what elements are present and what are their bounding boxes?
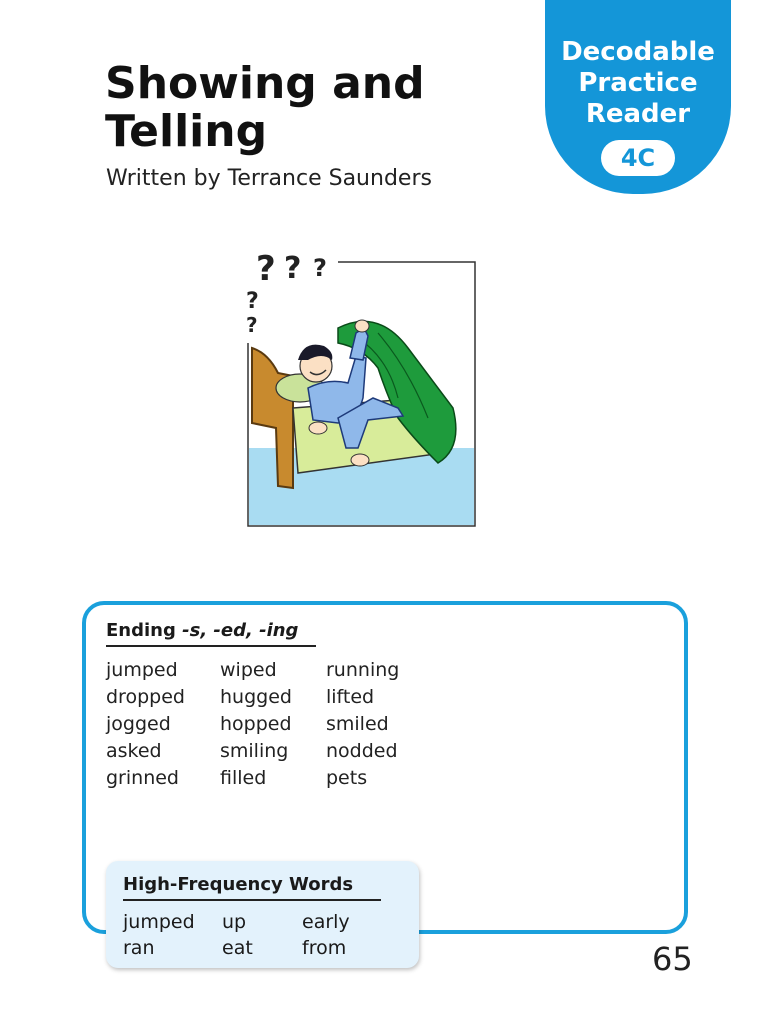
- badge-line-2: Practice: [578, 68, 698, 98]
- word: filled: [220, 767, 267, 789]
- word: running: [326, 659, 400, 681]
- title-line-2: Telling: [105, 106, 268, 157]
- high-frequency-words-box: [106, 861, 419, 968]
- question-mark: ?: [246, 313, 258, 337]
- story-title: [105, 60, 535, 156]
- word: jumped: [106, 659, 178, 681]
- author-byline: Written by Terrance Saunders: [106, 166, 432, 191]
- question-mark: ?: [246, 289, 259, 314]
- reader-badge: [545, 0, 731, 194]
- badge-line-3: Reader: [585, 99, 691, 129]
- word: lifted: [326, 686, 375, 708]
- word: early: [302, 911, 350, 933]
- word-column-2: [220, 657, 292, 792]
- word: dropped: [106, 686, 185, 708]
- word: grinned: [106, 767, 179, 789]
- question-mark: ?: [284, 251, 302, 286]
- hf-column-3: [302, 909, 350, 961]
- word: eat: [222, 937, 253, 959]
- question-mark: ?: [313, 254, 327, 282]
- word: asked: [106, 740, 162, 762]
- reader-code: 4C: [601, 140, 675, 176]
- hf-column-2: [222, 909, 253, 961]
- word-column-3: [326, 657, 399, 792]
- word: smiling: [220, 740, 289, 762]
- word: jogged: [106, 713, 171, 735]
- word: hopped: [220, 713, 292, 735]
- word: smiled: [326, 713, 389, 735]
- high-frequency-heading: High-Frequency Words: [123, 874, 381, 901]
- word: wiped: [220, 659, 277, 681]
- word-column-1: [106, 657, 185, 792]
- word: hugged: [220, 686, 292, 708]
- word: up: [222, 911, 247, 933]
- question-mark: ?: [256, 249, 276, 289]
- word: pets: [326, 767, 368, 789]
- title-line-1: Showing and: [105, 58, 425, 109]
- ending-heading-prefix: Ending: [106, 620, 183, 641]
- word: nodded: [326, 740, 398, 762]
- page-number: 65: [652, 940, 693, 978]
- badge-line-1: Decodable: [561, 37, 715, 67]
- ending-words-heading: [106, 620, 316, 647]
- word: from: [302, 937, 347, 959]
- ending-heading-suffixes: -s, -ed, -ing: [182, 620, 299, 641]
- boy-waking-illustration: [238, 248, 482, 532]
- word: ran: [123, 937, 155, 959]
- word: jumped: [123, 911, 195, 933]
- hf-column-1: [123, 909, 195, 961]
